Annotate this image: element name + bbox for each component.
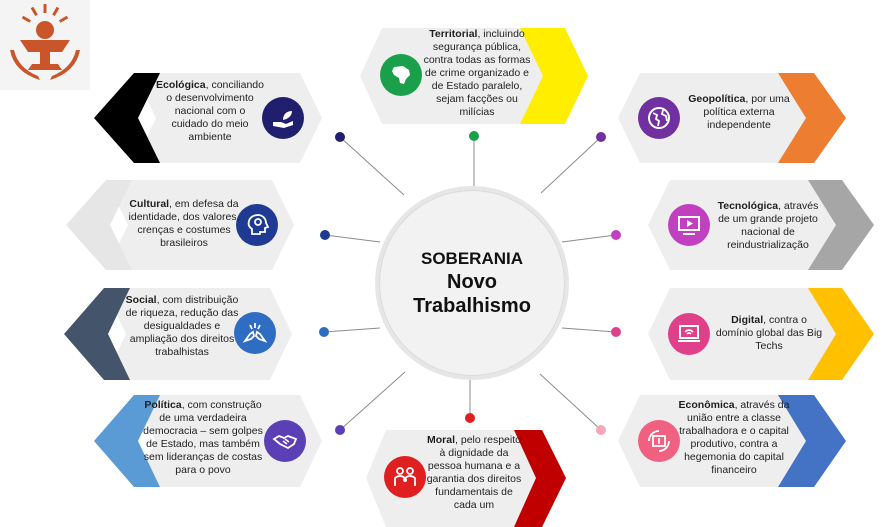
card-tecnologica-text: , através de um grande projeto nacional de reindustrialização: [718, 200, 819, 251]
center-title-line2: Novo: [447, 271, 497, 293]
logo: [0, 0, 90, 90]
card-territorial: [360, 28, 590, 124]
card-digital-title: Digital: [731, 314, 764, 326]
brazil-map-icon: [380, 54, 422, 96]
card-geopolitica-title: Geopolítica: [688, 93, 746, 105]
center-title-line1: SOBERANIA: [420, 249, 523, 268]
card-digital-text: , contra o domínio global das Big Techs: [715, 314, 823, 352]
dot-territorial: [469, 131, 479, 141]
globe-icon: [638, 97, 680, 139]
card-tecnologica-title: Tecnológica: [717, 200, 779, 212]
connector-digital: [562, 328, 616, 332]
card-territorial-text: , incluindo segurança pública, contra todas as formas de crime organizado e de Estado paralelo, sejam facções ou milícias: [423, 28, 531, 118]
card-ecologica-text: , conciliando o desenvolvimento nacional com o cuidado do meio ambiente: [166, 79, 264, 143]
dot-digital: [611, 327, 621, 337]
card-social-title: Social: [125, 294, 157, 306]
laptop-wifi-icon: [668, 313, 710, 355]
card-cultural-text: , em defesa da identidade, dos valores, crenças e costumes brasileiros: [128, 198, 240, 249]
dot-social: [319, 327, 329, 337]
center-title-line3: Trabalhismo: [413, 295, 531, 317]
card-ecologica-title: Ecológica: [156, 79, 206, 91]
connector-social: [324, 328, 380, 332]
card-moral-title: Moral: [427, 434, 456, 446]
card-ecologica: [94, 73, 322, 163]
connector-geopolitica: [541, 137, 601, 193]
handshake-icon: [264, 420, 306, 462]
monitor-play-icon: [668, 204, 710, 246]
dot-ecologica: [335, 132, 345, 142]
card-cultural-title: Cultural: [129, 198, 170, 210]
card-politica-text: , com construção de uma verdadeira democracia – sem golpes de Estado, mas também sem lideranças de costas para o povo: [143, 399, 263, 476]
card-territorial-title: Territorial: [429, 28, 478, 40]
card-politica-title: Política: [144, 399, 182, 411]
card-moral: [366, 430, 566, 527]
dot-cultural: [320, 230, 330, 240]
card-cultural: [66, 180, 294, 270]
dot-economica: [596, 425, 606, 435]
logo-emblem-icon: [0, 0, 90, 90]
card-social: [64, 288, 292, 380]
connector-politica: [340, 372, 405, 430]
connector-economica: [540, 374, 601, 430]
connector-ecologica: [340, 137, 404, 195]
card-geopolitica-text: , por uma política externa independente: [703, 93, 790, 131]
connector-tecnologica: [562, 235, 616, 242]
card-geopolitica: [618, 73, 850, 163]
family-icon: [384, 456, 426, 498]
card-economica-text: , através da união entre a classe trabalhadora e o capital produtivo, contra a hegemonia do capital financeiro: [679, 399, 790, 476]
card-politica: [94, 395, 322, 487]
card-digital: [648, 288, 874, 380]
plant-hand-icon: [262, 97, 304, 139]
card-tecnologica: [648, 180, 874, 270]
dot-politica: [335, 425, 345, 435]
dot-geopolitica: [596, 132, 606, 142]
card-economica-title: Econômica: [678, 399, 735, 411]
connector-cultural: [325, 235, 380, 242]
card-economica: [618, 395, 850, 487]
card-moral-text: , pelo respeito à dignidade da pessoa humana e a garantia dos direitos fundamentais de cada um: [426, 434, 522, 511]
dot-tecnologica: [611, 230, 621, 240]
dot-moral: [465, 413, 475, 423]
center-circle: [375, 186, 569, 380]
card-social-text: , com distribuição de riqueza, redução das desigualdades e ampliação dos direitos trabalhistas: [125, 294, 239, 358]
